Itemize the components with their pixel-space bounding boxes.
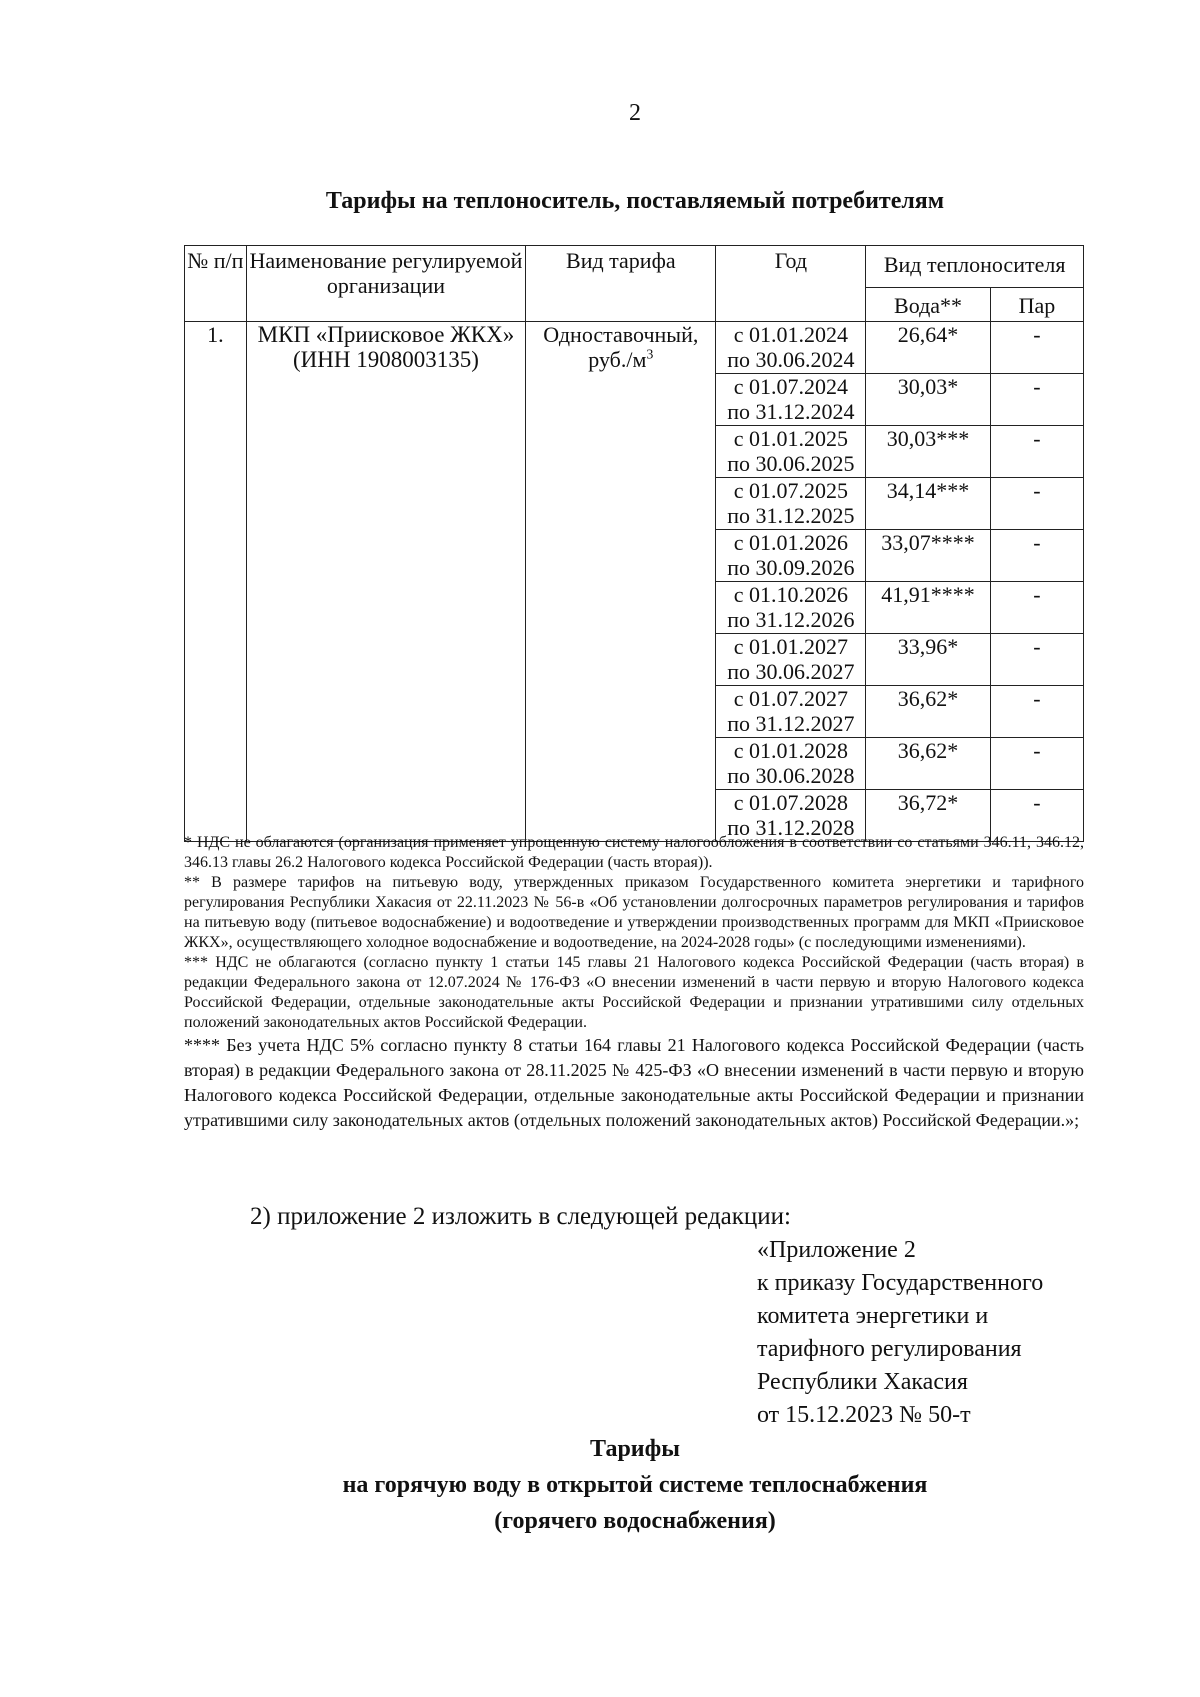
second-title-line: Тарифы (590, 1436, 680, 1462)
period-cell: с 01.01.2025 по 30.06.2025 (716, 426, 866, 478)
footnote-1: * НДС не облагаются (организация применяет упрощенную систему налогообложения в соответствии со статьями 346.11, 346.12, 346.13 главы 26.2 Налогового кодекса Российской Федерации (часть вторая)). (184, 834, 1084, 871)
tariff-unit: руб./м (588, 347, 647, 372)
second-table-title (0, 1431, 1200, 1539)
period-cell: с 01.07.2024 по 31.12.2024 (716, 374, 866, 426)
footnote-2: ** В размере тарифов на питьевую воду, утвержденных приказом Государственного комитета энергетики и тарифного регулирования Республики Хакасия от 22.11.2023 № 56-в «Об установлении долгосрочных параметров регулирования и тарифов на питьевую воду (питьевое водоснабжение) и водоотведение и утверждении производственных программ для МКП «Приисковое ЖКХ», осуществляющего холодное водоснабжение и водоотведение, на 2024-2028 годы» (с последующими изменениями). (184, 874, 1084, 951)
water-value: 33,96* (866, 634, 991, 686)
steam-value: - (990, 426, 1083, 478)
water-value: 41,91**** (866, 582, 991, 634)
header-org: Наименование регулируемой организации (246, 246, 525, 322)
appendix-line: тарифного регулирования (757, 1336, 1022, 1362)
appendix-line: комитета энергетики и (757, 1303, 989, 1329)
appendix-line: к приказу Государственного (757, 1270, 1044, 1296)
water-value: 36,62* (866, 738, 991, 790)
header-water: Вода** (866, 288, 991, 322)
steam-value: - (990, 478, 1083, 530)
tariff-table (184, 245, 1084, 842)
tariff-type (526, 322, 716, 842)
water-value: 26,64* (866, 322, 991, 374)
footnote-4: **** Без учета НДС 5% согласно пункту 8 статьи 164 главы 21 Налогового кодекса Российской Федерации (часть вторая) в редакции Федерального закона от 28.11.2025 № 425-ФЗ «О внесении изменений в части первую и вторую Налогового кодекса Российской Федерации, отдельные законодательные акты Российской Федерации и признании утратившими силу законодательных актов (отдельных положений законодательных актов) Российской Федерации.»; (184, 1035, 1084, 1130)
header-tariff-type: Вид тарифа (526, 246, 716, 322)
steam-value: - (990, 530, 1083, 582)
second-title-line: (горячего водоснабжения) (494, 1508, 776, 1534)
water-value: 30,03*** (866, 426, 991, 478)
period-cell: с 01.01.2026 по 30.09.2026 (716, 530, 866, 582)
water-value: 33,07**** (866, 530, 991, 582)
water-value: 36,72* (866, 790, 991, 842)
table-title: Тарифы на теплоноситель, поставляемый потребителям (325, 188, 945, 214)
second-title-line: на горячую воду в открытой системе теплоснабжения (342, 1472, 928, 1498)
appendix-line: «Приложение 2 (757, 1237, 916, 1263)
steam-value: - (990, 634, 1083, 686)
steam-value: - (990, 322, 1083, 374)
page-number: 2 (629, 100, 641, 126)
period-cell: с 01.10.2026 по 31.12.2026 (716, 582, 866, 634)
period-cell: с 01.07.2025 по 31.12.2025 (716, 478, 866, 530)
period-cell: с 01.01.2024 по 30.06.2024 (716, 322, 866, 374)
header-num: № п/п (185, 246, 247, 322)
steam-value: - (990, 738, 1083, 790)
period-cell: с 01.07.2028 по 31.12.2028 (716, 790, 866, 842)
period-cell: с 01.07.2027 по 31.12.2027 (716, 686, 866, 738)
tariff-unit-exponent: 3 (646, 347, 654, 363)
table-row (185, 322, 1084, 374)
header-carrier: Вид теплоносителя (866, 246, 1084, 288)
row-number: 1. (185, 322, 247, 842)
water-value: 34,14*** (866, 478, 991, 530)
organization-name: МКП «Приисковое ЖКХ» (ИНН 1908003135) (246, 322, 525, 842)
header-steam: Пар (990, 288, 1083, 322)
item-2-text: 2) приложение 2 изложить в следующей редакции: (250, 1203, 791, 1230)
steam-value: - (990, 582, 1083, 634)
tariff-type-label: Одноставочный, (543, 322, 699, 347)
steam-value: - (990, 374, 1083, 426)
water-value: 36,62* (866, 686, 991, 738)
footnotes (184, 833, 1084, 1133)
steam-value: - (990, 790, 1083, 842)
water-value: 30,03* (866, 374, 991, 426)
period-cell: с 01.01.2028 по 30.06.2028 (716, 738, 866, 790)
steam-value: - (990, 686, 1083, 738)
appendix-line: от 15.12.2023 № 50-т (757, 1402, 971, 1428)
period-cell: с 01.01.2027 по 30.06.2027 (716, 634, 866, 686)
header-year: Год (716, 246, 866, 322)
appendix-reference (757, 1234, 1043, 1432)
footnote-3: *** НДС не облагаются (согласно пункту 1 статьи 145 главы 21 Налогового кодекса Российской Федерации (часть вторая) в редакции Федерального закона от 12.07.2024 № 176-ФЗ «О внесении изменений в части первую и вторую Налогового кодекса Российской Федерации, отдельные законодательные акты Российской Федерации и признании утратившими силу отдельных положений законодательных актов Российской Федерации. (184, 954, 1084, 1031)
appendix-line: Республики Хакасия (757, 1369, 968, 1395)
